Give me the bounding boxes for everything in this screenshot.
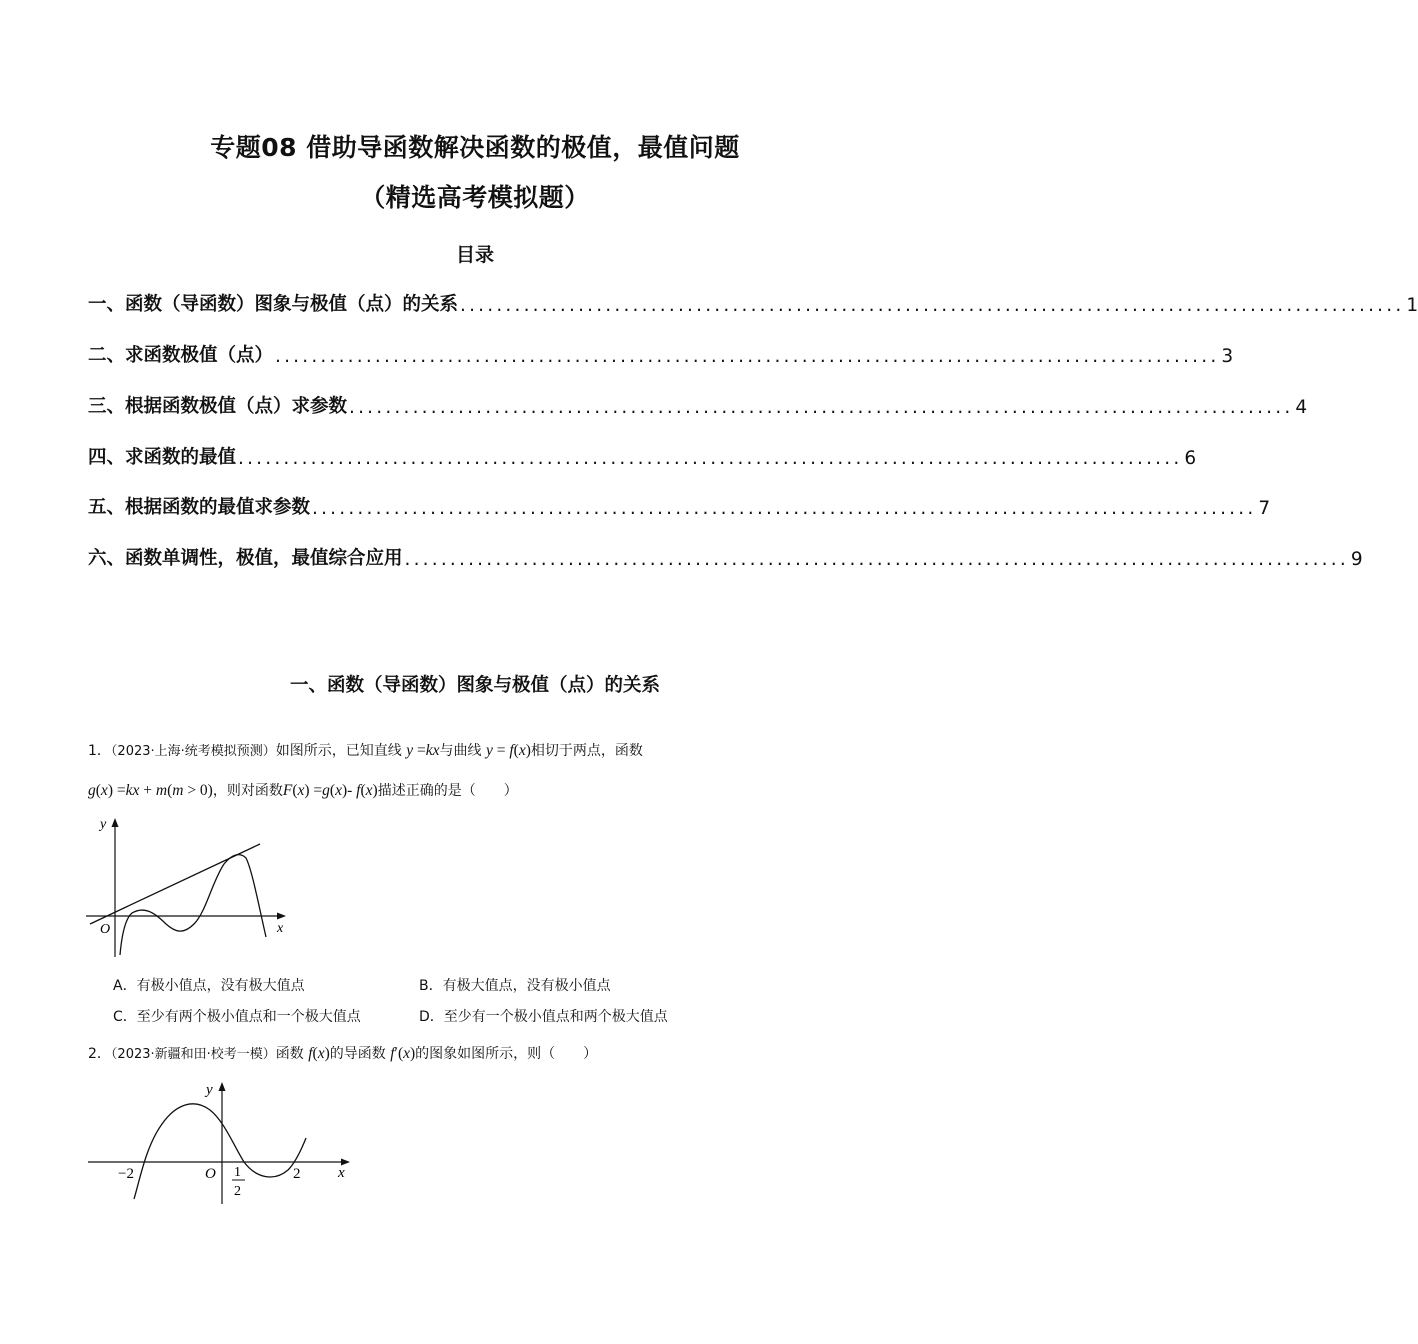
tick-label-half-den: 2 — [234, 1184, 241, 1199]
origin-label: O — [205, 1166, 216, 1182]
math: ( — [167, 782, 173, 799]
q1-graph — [84, 812, 294, 962]
toc-item-6[interactable] — [88, 544, 1363, 570]
toc-item-label: 五、根据函数的最值求参数 — [88, 497, 311, 518]
toc-item-5[interactable] — [88, 493, 1271, 519]
y-axis-label: y — [100, 817, 107, 832]
q2-text: 函数 — [275, 1046, 304, 1062]
toc-leader: ........................................................................................................ — [460, 295, 1405, 316]
q1-number: 1． — [88, 743, 111, 759]
q1-option-b[interactable]: B．有极大值点，没有极小值点 — [419, 978, 611, 994]
math: g — [322, 782, 330, 799]
toc-item-4[interactable] — [88, 443, 1197, 469]
toc-item-page: 9 — [1350, 549, 1363, 570]
q1-line2 — [88, 780, 518, 800]
math: m — [172, 782, 184, 799]
q1-line1 — [88, 740, 643, 760]
curve-f — [120, 855, 266, 955]
toc-item-label: 一、函数（导函数）图象与极值（点）的关系 — [88, 294, 459, 315]
q1-option-d[interactable]: D．至少有一个极小值点和两个极大值点 — [419, 1009, 668, 1025]
x-axis-label: x — [338, 1165, 345, 1181]
q2-graph — [84, 1074, 364, 1209]
q2-text: 的导函数 — [329, 1046, 386, 1062]
math: ( — [397, 1045, 404, 1062]
q1-source: （2023·上海·统考模拟预测） — [110, 744, 276, 759]
y-axis-label: y — [206, 1082, 213, 1098]
math: )- — [341, 782, 357, 799]
toc-item-label: 六、函数单调性，极值，最值综合应用 — [88, 548, 403, 569]
tick-label-half-num: 1 — [234, 1165, 241, 1180]
toc-item-2[interactable] — [88, 341, 1234, 367]
math: = — [413, 742, 426, 759]
math: ′ — [394, 1045, 398, 1062]
math: = — [492, 742, 510, 759]
toc-item-page: 3 — [1221, 346, 1234, 367]
math: ( — [95, 782, 101, 799]
math: ) = — [304, 782, 323, 799]
math: x — [518, 742, 526, 759]
math: x — [297, 782, 305, 799]
toc-item-label: 三、根据函数极值（点）求参数 — [88, 396, 348, 417]
math: ( — [360, 782, 366, 799]
math: kx — [125, 782, 140, 799]
q2-line1 — [88, 1043, 597, 1063]
q2-source: （2023·新疆和田·校考一模） — [110, 1047, 276, 1062]
tick-label-neg2: −2 — [118, 1166, 134, 1182]
math: x — [100, 782, 108, 799]
math: f — [509, 742, 514, 759]
x-axis-label: x — [277, 921, 284, 936]
math: ( — [292, 782, 298, 799]
q1-text: 如图所示，已知直线 — [275, 743, 402, 759]
x-axis-arrow-icon — [277, 913, 286, 920]
math: g — [88, 782, 96, 799]
toc-leader: ........................................................................................................ — [404, 549, 1349, 570]
section-heading: 一、函数（导函数）图象与极值（点）的关系 — [289, 675, 660, 696]
q1-text: 描述正确的是（ ） — [377, 783, 518, 799]
math: ( — [329, 782, 336, 799]
q2-number: 2． — [88, 1046, 111, 1062]
math: x — [335, 782, 342, 799]
toc-item-3[interactable] — [88, 392, 1308, 418]
toc-leader: ........................................................................................................ — [312, 498, 1257, 519]
math: f — [356, 782, 361, 799]
math: m — [155, 782, 168, 799]
math: f — [308, 1045, 313, 1062]
document-title: 专题08 借助导函数解决函数的极值，最值问题 — [210, 133, 740, 162]
toc-leader: ........................................................................................................ — [349, 397, 1294, 418]
math: ) — [372, 782, 378, 799]
math: kx — [425, 742, 440, 759]
toc-item-label: 二、求函数极值（点） — [88, 345, 274, 366]
math: F — [282, 782, 293, 799]
q1-option-a[interactable]: A．有极小值点，没有极大值点 — [113, 978, 305, 994]
toc-item-page: 1 — [1406, 295, 1418, 316]
tick-label-2: 2 — [293, 1166, 301, 1182]
math: f — [390, 1045, 395, 1062]
q2-text: 的图象如图所示，则（ ） — [415, 1046, 598, 1062]
math: y — [406, 742, 414, 759]
q1-text: 与曲线 — [439, 743, 482, 759]
toc-item-page: 6 — [1184, 448, 1197, 469]
toc-leader: ........................................................................................................ — [275, 346, 1220, 367]
q1-option-c[interactable]: C．至少有两个极小值点和一个极大值点 — [113, 1009, 361, 1025]
toc-heading: 目录 — [455, 244, 494, 266]
y-axis-arrow-icon — [219, 1082, 226, 1091]
math: ( — [513, 742, 519, 759]
math: y — [485, 742, 493, 759]
q1-text: 相切于两点，函数 — [530, 743, 643, 759]
math: ) — [324, 1045, 330, 1062]
toc-item-1[interactable] — [88, 290, 1418, 316]
curve-f-prime — [134, 1104, 306, 1199]
math: ) = — [107, 782, 126, 799]
y-axis-arrow-icon — [112, 818, 119, 827]
toc-item-label: 四、求函数的最值 — [88, 447, 237, 468]
math: ( — [312, 1045, 318, 1062]
toc-item-page: 4 — [1295, 397, 1308, 418]
origin-label: O — [100, 922, 111, 937]
toc-item-page: 7 — [1258, 498, 1271, 519]
math: x — [317, 1045, 325, 1062]
math: + — [139, 782, 156, 799]
math: ) — [525, 742, 531, 759]
math: ) — [410, 1045, 416, 1062]
document-subtitle: （精选高考模拟题） — [360, 183, 590, 212]
toc-leader: ........................................................................................................ — [238, 448, 1183, 469]
q1-text: ，则对函数 — [212, 783, 283, 799]
math: x — [403, 1045, 410, 1062]
math: > 0) — [183, 782, 213, 799]
math: x — [365, 782, 373, 799]
